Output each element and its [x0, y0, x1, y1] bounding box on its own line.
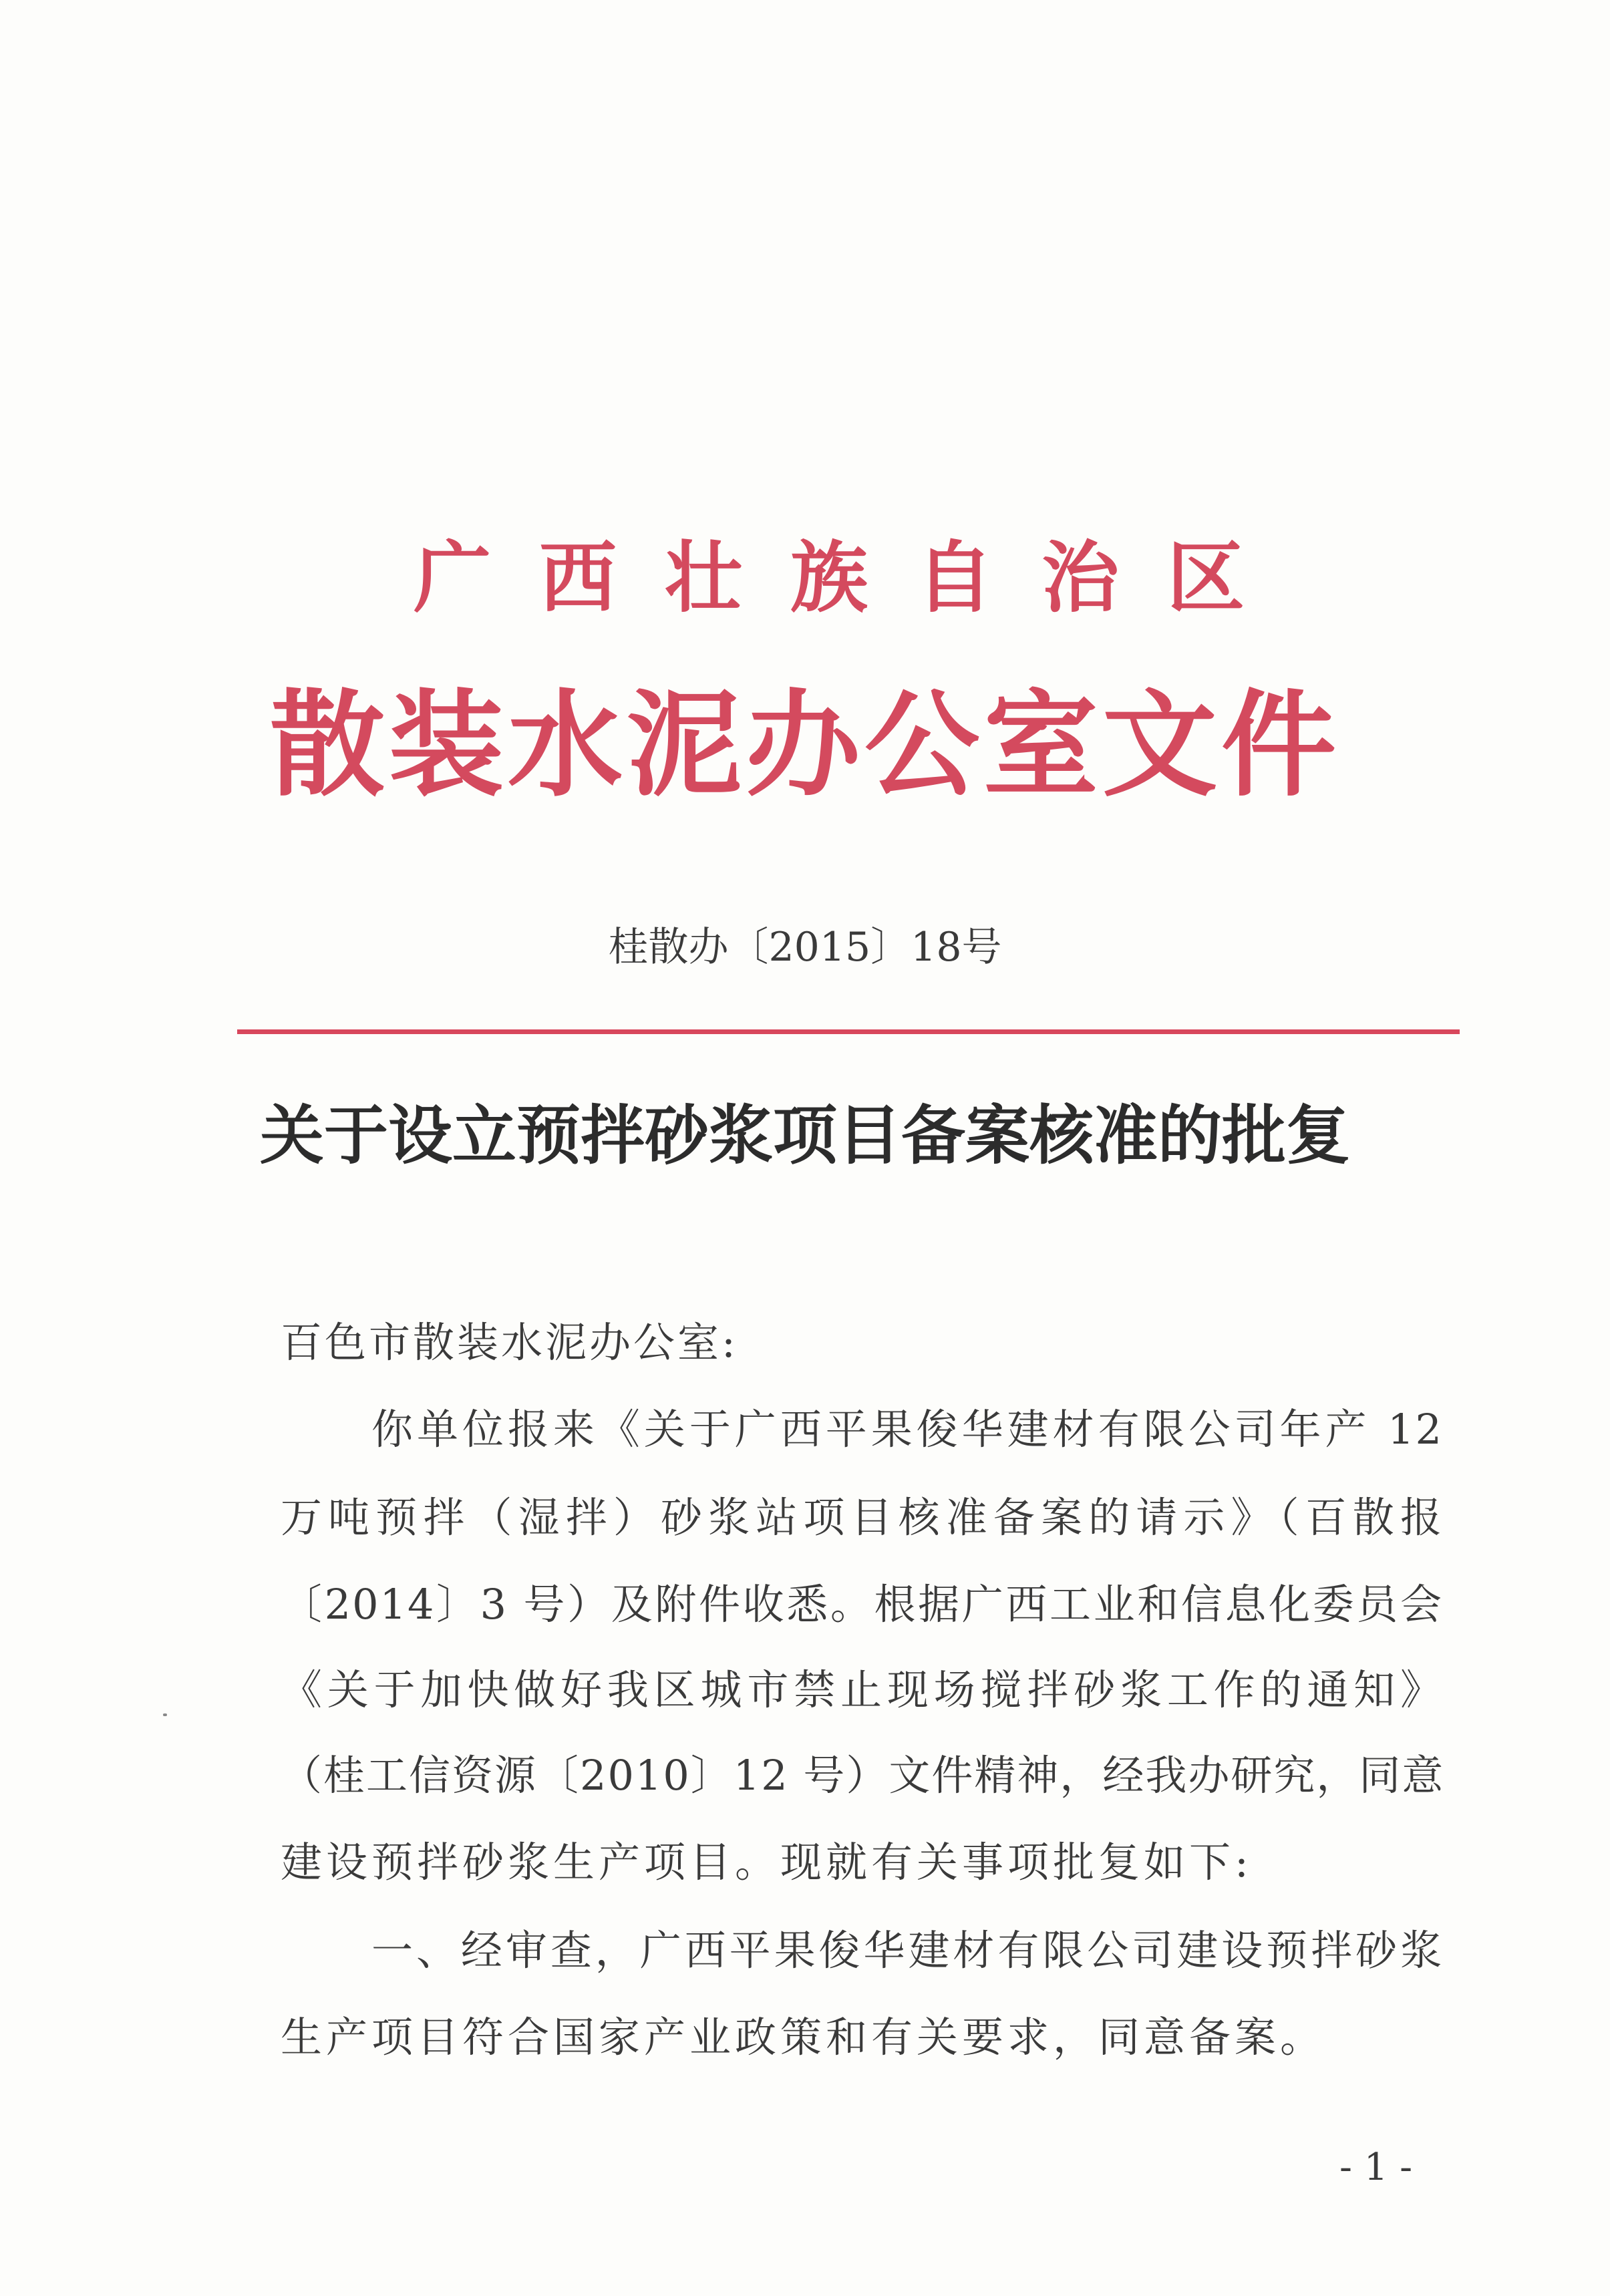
body-line: 建设预拌砂浆生产项目。现就有关事项批复如下:: [281, 1838, 1253, 1887]
body-line: 一、经审查，广西平果俊华建材有限公司建设预拌砂浆: [371, 1926, 1443, 1975]
issuing-office-heading: 散装水泥办公室文件: [270, 677, 1340, 812]
document-number: 桂散办〔2015〕18号: [608, 924, 1002, 971]
addressee: 百色市散装水泥办公室:: [281, 1318, 738, 1367]
issuing-region-heading: 广西壮族自治区: [414, 532, 1293, 623]
page-number: - 1 -: [1339, 2146, 1413, 2189]
scan-speck: [163, 1713, 167, 1716]
body-line: 《关于加快做好我区城市禁止现场搅拌砂浆工作的通知》: [281, 1665, 1443, 1714]
document-title: 关于设立预拌砂浆项目备案核准的批复: [260, 1098, 1350, 1173]
body-line: 〔2014〕3 号）及附件收悉。根据广西工业和信息化委员会: [281, 1580, 1443, 1629]
body-line: 生产项目符合国家产业政策和有关要求，同意备案。: [281, 2013, 1326, 2062]
body-line: （桂工信资源〔2010〕12 号）文件精神，经我办研究，同意: [281, 1751, 1445, 1800]
red-divider-line: [237, 1029, 1460, 1034]
body-line: 你单位报来《关于广西平果俊华建材有限公司年产 12: [371, 1405, 1443, 1454]
body-line: 万吨预拌（湿拌）砂浆站项目核准备案的请示》（百散报: [281, 1493, 1443, 1542]
